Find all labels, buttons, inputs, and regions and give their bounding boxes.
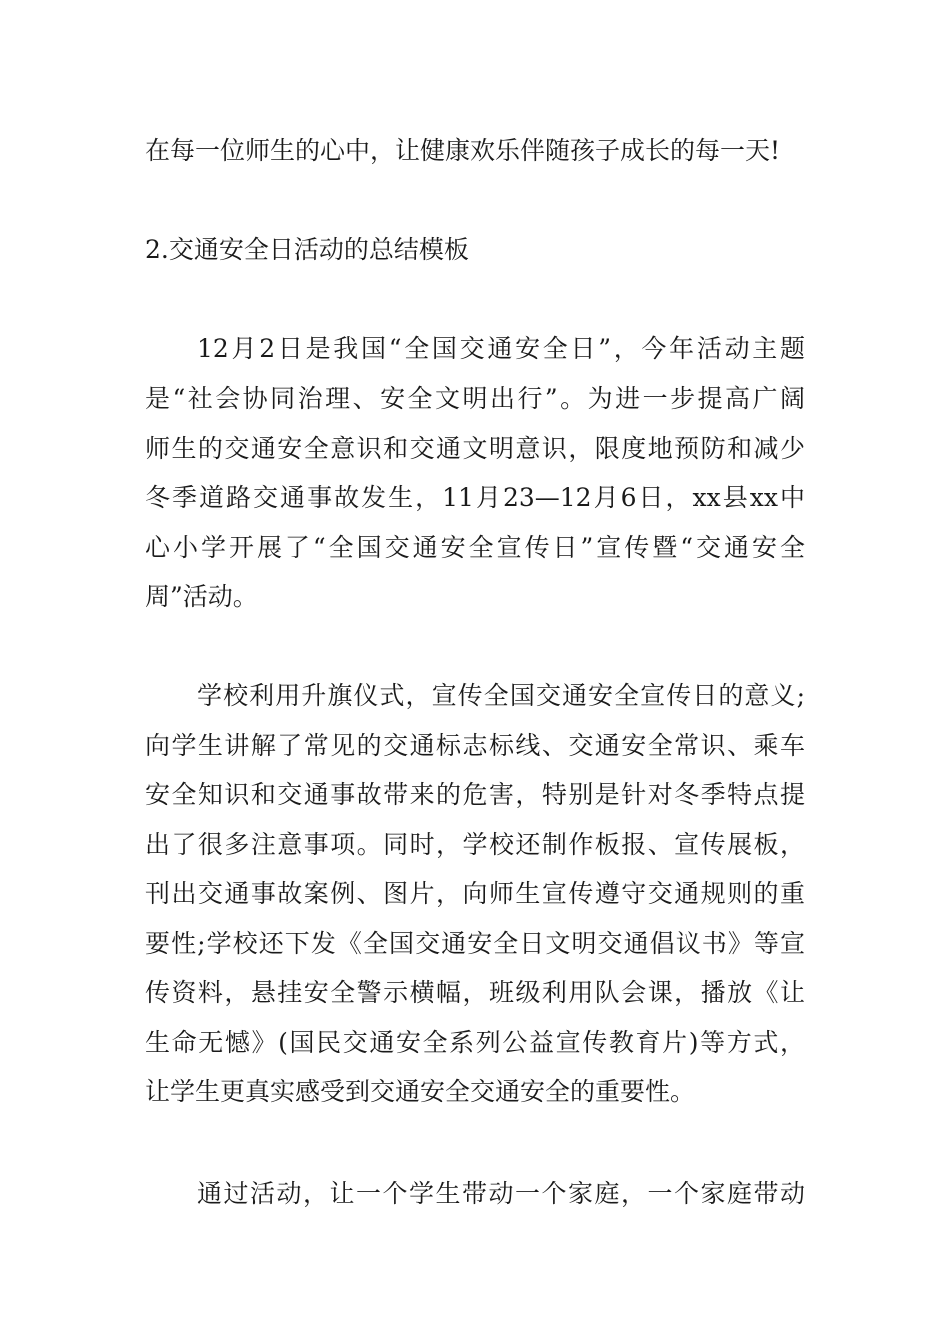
paragraph2-line-6: 要性;学校还下发《全国交通安全日文明交通倡议书》等宣: [145, 929, 805, 958]
paragraph1-line-4: 冬季道路交通事故发生，11月23—12月6日，xx县xx中: [145, 483, 805, 512]
paragraph3-line-1: 通过活动，让一个学生带动一个家庭，一个家庭带动: [197, 1179, 805, 1208]
paragraph2-line-3: 安全知识和交通事故带来的危害，特别是针对冬季特点提: [145, 780, 805, 809]
paragraph2-line-1: 学校利用升旗仪式，宣传全国交通安全宣传日的意义;: [197, 681, 805, 710]
paragraph2-line-2: 向学生讲解了常见的交通标志标线、交通安全常识、乘车: [145, 731, 805, 760]
paragraph2-line-9: 让学生更真实感受到交通安全交通安全的重要性。: [145, 1077, 696, 1106]
paragraph1-line-6: 周”活动。: [145, 582, 258, 611]
paragraph2-line-5: 刊出交通事故案例、图片，向师生宣传遵守交通规则的重: [145, 879, 805, 908]
paragraph1-line-1: 12月2日是我国“全国交通安全日”，今年活动主题: [197, 334, 805, 363]
paragraph2-line-8: 生命无憾》(国民交通安全系列公益宣传教育片)等方式，: [145, 1028, 805, 1057]
intro-tail-line: 在每一位师生的心中，让健康欢乐伴随孩子成长的每一天!: [145, 136, 781, 165]
paragraph2-line-7: 传资料，悬挂安全警示横幅，班级利用队会课，播放《让: [145, 978, 805, 1007]
section-heading: 2.交通安全日活动的总结模板: [145, 235, 469, 264]
paragraph2-line-4: 出了很多注意事项。同时，学校还制作板报、宣传展板，: [145, 830, 805, 859]
paragraph1-line-2: 是“社会协同治理、安全文明出行”。为进一步提高广阔: [145, 384, 805, 413]
paragraph1-line-3: 师生的交通安全意识和交通文明意识，限度地预防和减少: [145, 434, 805, 463]
paragraph1-line-5: 心小学开展了“全国交通安全宣传日”宣传暨“交通安全: [145, 533, 805, 562]
